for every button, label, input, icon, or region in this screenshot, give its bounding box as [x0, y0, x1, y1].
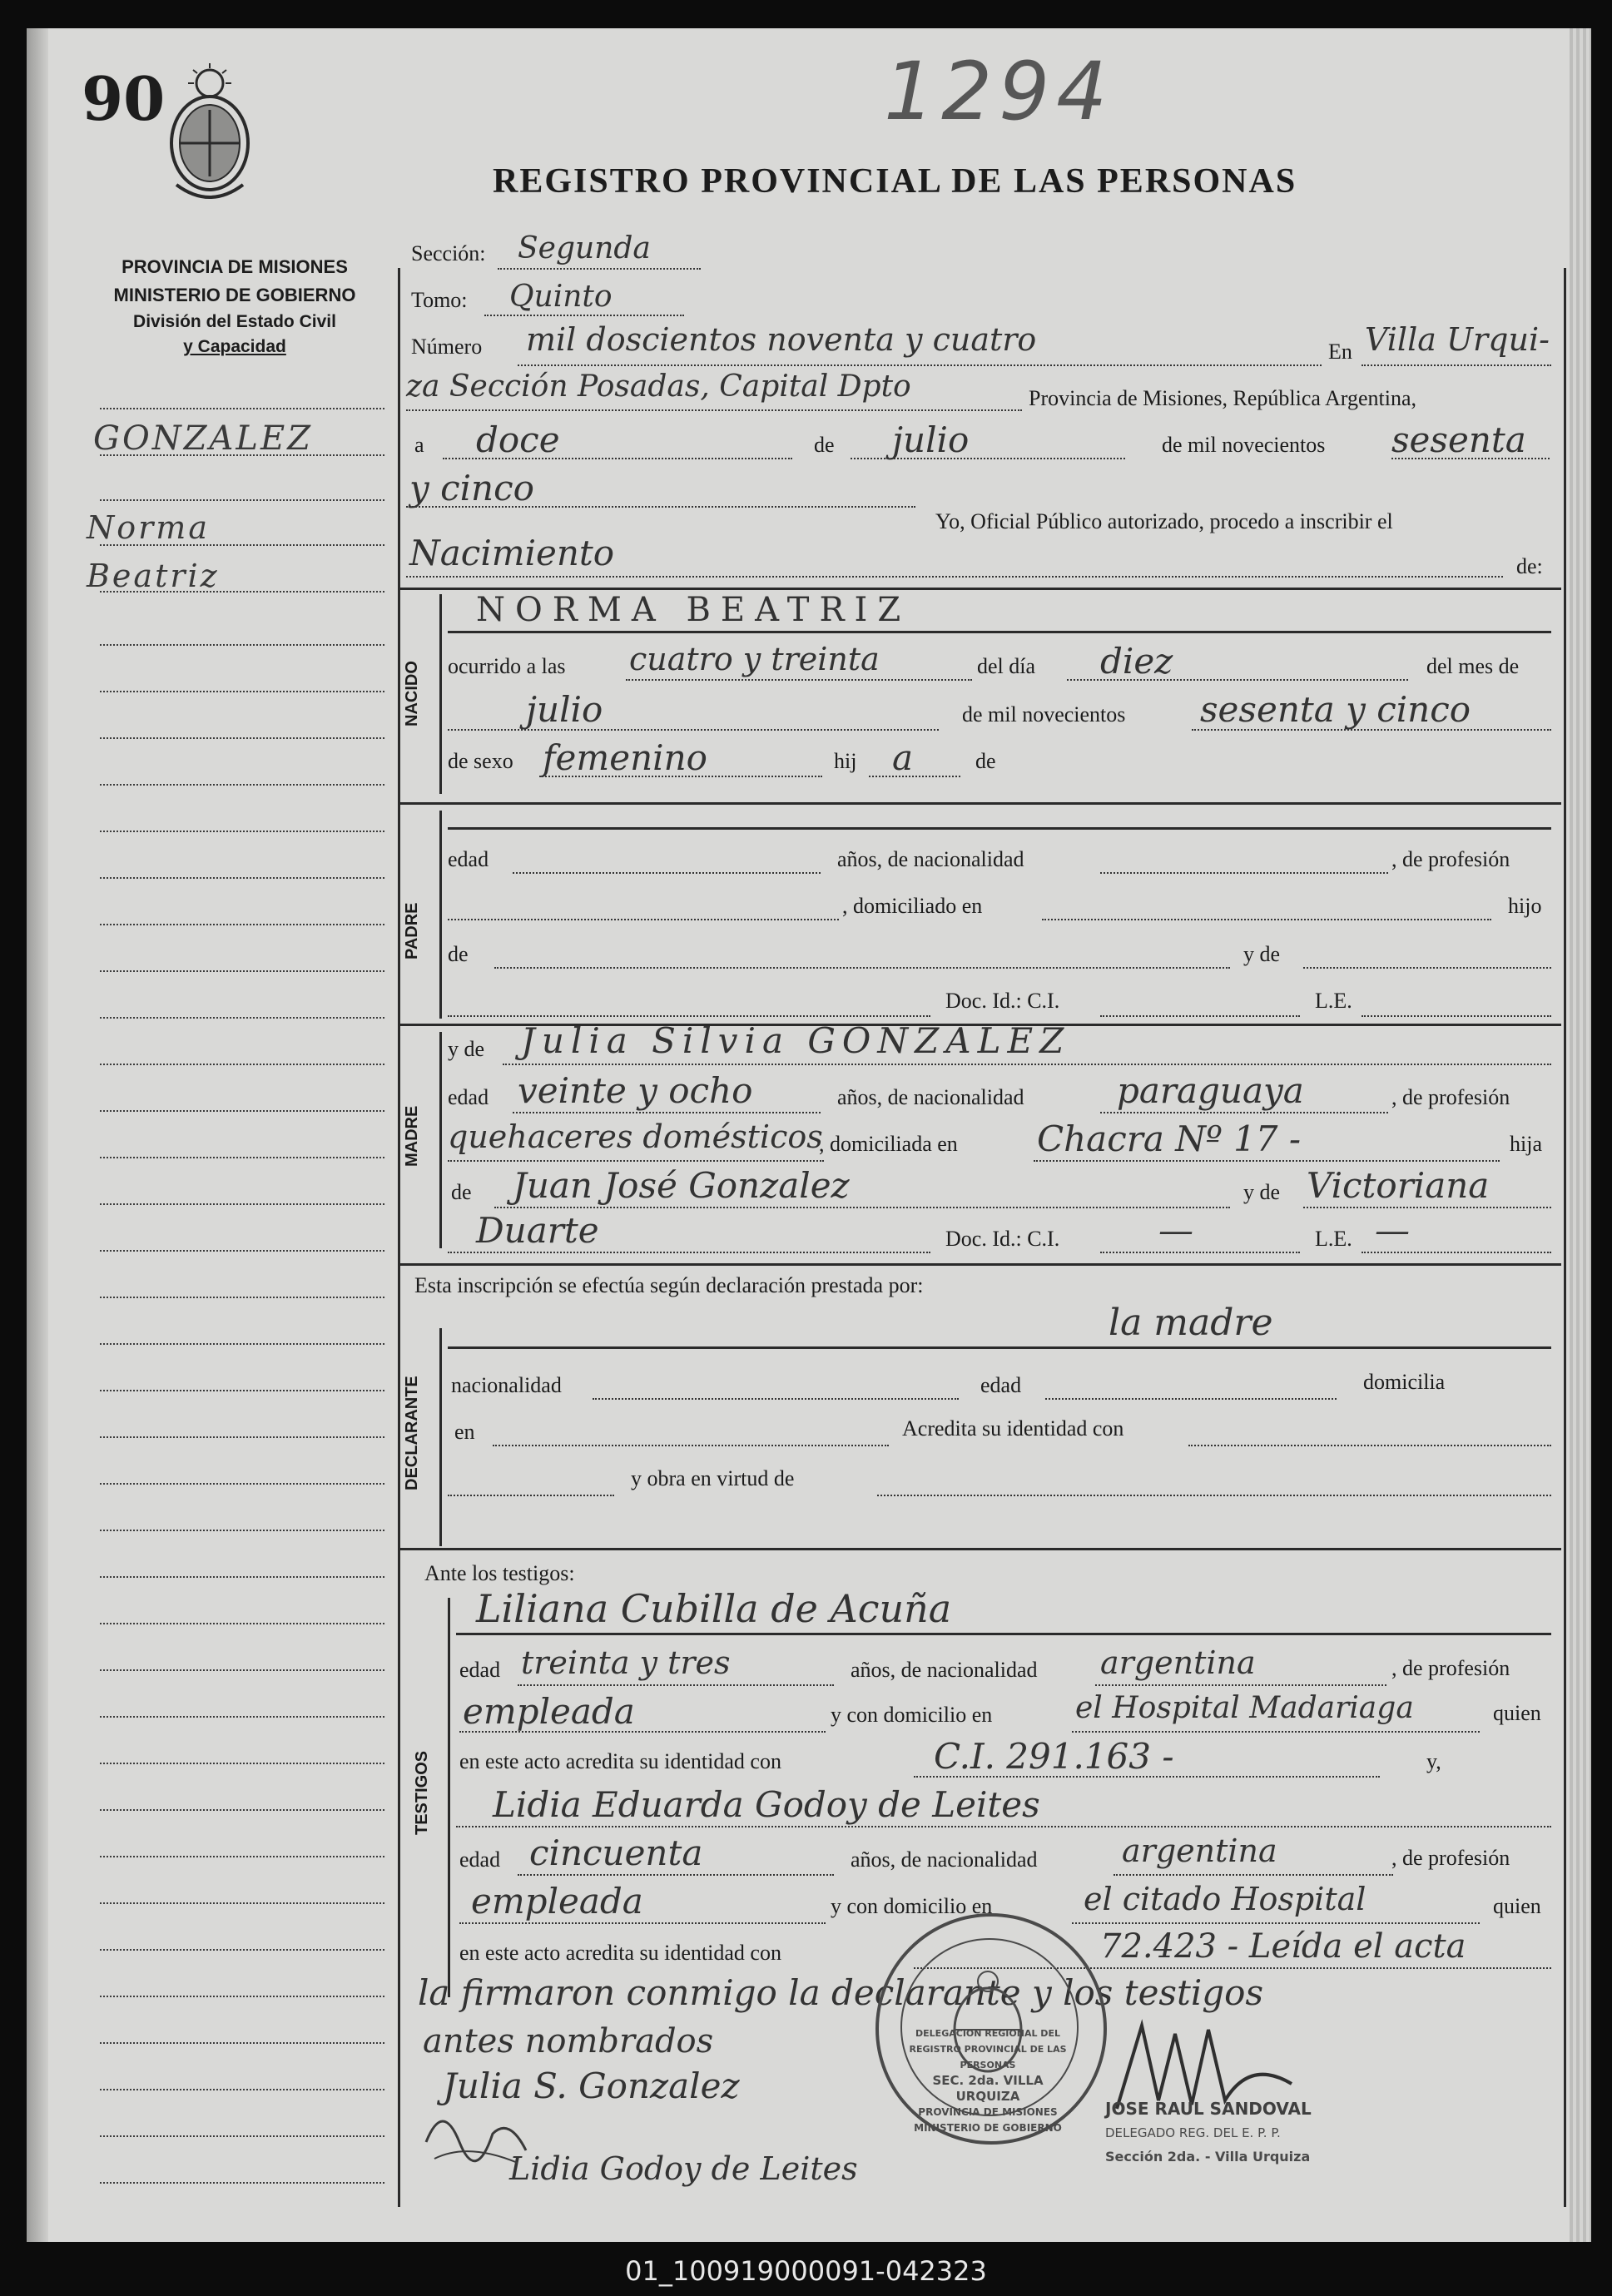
t1-name-line: [456, 1633, 1551, 1635]
margin-line: [100, 1530, 384, 1531]
section-divider: [398, 588, 1561, 590]
place-value: za Sección Posadas, Capital Dpto: [406, 369, 911, 404]
padre-de-label: de: [448, 942, 469, 966]
officer-section: Sección 2da. - Villa Urquiza: [1105, 2149, 1311, 2165]
margin-line: [100, 2182, 384, 2184]
madre-madre-line: [1303, 1207, 1551, 1208]
margin-given-name-1: Norma: [87, 509, 210, 546]
padre-y-de-label: y de: [1243, 942, 1281, 966]
org-capacity: y Capacidad: [183, 337, 286, 356]
seccion-line: [498, 268, 701, 270]
madre-de-label: de: [451, 1180, 472, 1204]
madre-doc-value: —: [1158, 1210, 1193, 1251]
t1-edad-value: treinta y tres: [521, 1644, 731, 1681]
margin-line: [100, 691, 384, 692]
padre-profesion-label: , de profesión: [1391, 847, 1510, 871]
t2-name-value: Lidia Eduarda Godoy de Leites: [493, 1784, 1040, 1825]
margin-line: [100, 1203, 384, 1205]
t2-edad-label: edad: [459, 1847, 501, 1872]
padre-doc-line: [1100, 1015, 1300, 1017]
hour-line: [626, 679, 972, 681]
madre-madre-line-2: [448, 1252, 930, 1253]
t2-name-line: [456, 1826, 1551, 1827]
t1-edad-line: [518, 1684, 834, 1686]
t2-anos-label: años, de nacionalidad: [851, 1847, 1038, 1872]
padre-doc-label: Doc. Id.: C.I.: [945, 989, 1060, 1013]
margin-line: [100, 1716, 384, 1718]
madre-madre-value-2: Duarte: [476, 1210, 599, 1251]
padre-le-label: L.E.: [1315, 989, 1352, 1013]
t1-prof-label: , de profesión: [1391, 1656, 1510, 1680]
testigos-intro: Ante los testigos:: [424, 1561, 575, 1585]
act-line: [406, 576, 1503, 578]
t1-dom-value: el Hospital Madariaga: [1075, 1691, 1414, 1725]
t1-id-value: C.I. 291.163 -: [934, 1736, 1174, 1777]
document-page: [27, 28, 1591, 2242]
nacido-bracket: [439, 594, 442, 794]
name-line: [448, 631, 1551, 633]
tomo-line: [484, 315, 684, 316]
madre-domiciliada-label: , domiciliada en: [819, 1132, 958, 1156]
mes-line: [448, 729, 939, 731]
margin-line: [100, 1902, 384, 1904]
madre-anos-label: años, de nacionalidad: [837, 1085, 1024, 1109]
declarante-bracket: [439, 1328, 442, 1546]
margin-line: [100, 644, 384, 646]
officer-title: DELEGADO REG. DEL E. P. P.: [1105, 2125, 1281, 2140]
mil-text: de mil novecientos: [1162, 433, 1326, 457]
margin-line: [100, 408, 384, 409]
margin-line: [100, 1809, 384, 1811]
declarante-acredita-line: [1188, 1445, 1551, 1446]
t1-nac-line: [1095, 1684, 1386, 1686]
margin-line: [100, 499, 384, 501]
declarante-value: la madre: [1109, 1302, 1273, 1344]
margin-line: [100, 1436, 384, 1438]
declarante-obra-pre-line: [448, 1495, 614, 1496]
declarante-en-label: en: [454, 1420, 475, 1444]
madre-y-de-label-2: y de: [1243, 1180, 1281, 1204]
madre-padre-line: [494, 1207, 1230, 1208]
signature-mother: Julia S. Gonzalez: [443, 2065, 740, 2106]
margin-line: [100, 2089, 384, 2090]
madre-hija-label: hija: [1510, 1132, 1542, 1156]
margin-line: [100, 1856, 384, 1857]
t1-anos-label: años, de nacionalidad: [851, 1658, 1038, 1682]
t2-dom-label: y con domicilio en: [831, 1894, 993, 1918]
declarante-obra-label: y obra en virtud de: [631, 1466, 795, 1490]
t1-name-value: Liliana Cubilla de Acuña: [476, 1586, 952, 1631]
del-mes-label: del mes de: [1426, 654, 1520, 678]
en-line: [1362, 364, 1551, 366]
t2-nac-line: [1114, 1874, 1393, 1876]
margin-line: [100, 1483, 384, 1485]
margin-line: [100, 970, 384, 972]
madre-doc-line: [1100, 1252, 1300, 1253]
t2-prof-line: [459, 1922, 826, 1924]
month-value: julio: [892, 419, 970, 460]
hij-value: a: [892, 737, 914, 778]
nacido-de-label: de: [975, 749, 996, 773]
tomo-label: Tomo:: [411, 288, 468, 312]
t2-prof-value: empleada: [471, 1881, 643, 1922]
seccion-value: Segunda: [518, 231, 651, 265]
t1-acredita-label: en este acto acredita su identidad con: [459, 1749, 781, 1773]
section-divider: [398, 802, 1561, 805]
numero-value: mil doscientos noventa y cuatro: [526, 321, 1037, 358]
sexo-label: de sexo: [448, 749, 513, 773]
en-value: Villa Urqui-: [1365, 321, 1550, 358]
declarante-nac-line: [593, 1398, 959, 1400]
padre-anos-label: años, de nacionalidad: [837, 847, 1024, 871]
place-line: [406, 409, 1022, 411]
margin-line: [100, 1343, 384, 1345]
madre-dom-value: Chacra Nº 17 -: [1037, 1118, 1302, 1159]
t2-id-value: 72.423 - Leída el acta: [1100, 1927, 1466, 1966]
nacido-year-value: sesenta y cinco: [1200, 689, 1471, 730]
stamp-text-4: MINISTERIO DE GOBIERNO: [914, 2122, 1062, 2134]
t1-dom-line: [1072, 1731, 1480, 1733]
stamp-text-1: DELEGACION REGIONAL DEL REGISTRO PROVINCIAL DE LAS PERSONAS: [909, 2028, 1067, 2070]
madre-label: MADRE: [403, 1105, 421, 1167]
oficial-text: Yo, Oficial Público autorizado, procedo a inscribir el: [935, 509, 1393, 533]
margin-line: [100, 924, 384, 925]
year-value-1: sesenta: [1391, 419, 1526, 460]
margin-line: [100, 1017, 384, 1019]
signature-witness-1-icon: [418, 2092, 534, 2175]
margin-line: [100, 1064, 384, 1065]
de-label: de: [814, 433, 835, 457]
del-dia-label: del día: [977, 654, 1036, 678]
madre-nac-value: paraguaya: [1117, 1070, 1304, 1111]
margin-line: [100, 1297, 384, 1298]
madre-prof-line: [448, 1160, 824, 1162]
org-division: División del Estado Civil: [133, 312, 336, 331]
margin-line: [100, 737, 384, 739]
signature-witness: Lidia Godoy de Leites: [509, 2150, 858, 2187]
t1-prof-value: empleada: [463, 1691, 635, 1732]
t2-nac-value: argentina: [1122, 1832, 1277, 1869]
madre-prof-value: quehaceres domésticos: [448, 1118, 823, 1155]
stamp-text: [909, 2026, 1067, 2136]
margin-surname: GONZALEZ: [93, 419, 313, 458]
de-colon: de:: [1516, 554, 1543, 578]
t1-quien: quien: [1493, 1701, 1541, 1725]
t1-y: y,: [1426, 1749, 1441, 1773]
margin-line: [100, 1669, 384, 1671]
a-label: a: [414, 433, 424, 457]
padre-doc-pre-line: [448, 1015, 930, 1017]
margin-line: [100, 1623, 384, 1624]
madre-bracket: [439, 1032, 442, 1248]
declarante-label: DECLARANTE: [403, 1376, 421, 1490]
declarante-nac-label: nacionalidad: [451, 1373, 562, 1397]
tomo-value: Quinto: [509, 280, 613, 314]
declarante-intro: Esta inscripción se efectúa según declaración prestada por:: [414, 1273, 924, 1297]
madre-madre-value-1: Victoriana: [1307, 1165, 1490, 1206]
t2-dom-value: el citado Hospital: [1084, 1881, 1366, 1917]
margin-line: [100, 1250, 384, 1252]
numero-line: [518, 364, 1322, 366]
margin-line: [100, 2135, 384, 2137]
closing-text-2: antes nombrados: [423, 2022, 714, 2060]
madre-doc-label: Doc. Id.: C.I.: [945, 1227, 1060, 1251]
hij-label: hij: [834, 749, 857, 773]
madre-name-value: Julia Silvia GONZALEZ: [521, 1020, 1071, 1061]
en-label: En: [1328, 340, 1352, 364]
margin-line: [100, 1949, 384, 1951]
margin-line: [100, 877, 384, 879]
section-divider: [398, 1263, 1561, 1266]
declarante-domicilia-label: domicilia: [1363, 1370, 1446, 1394]
padre-dom-line: [1042, 919, 1491, 920]
madre-profesion-label: , de profesión: [1391, 1085, 1510, 1109]
madre-edad-label: edad: [448, 1085, 489, 1109]
padre-y-de-line: [1303, 967, 1551, 969]
testigos-bracket: [448, 1598, 450, 1997]
dia-value: diez: [1100, 641, 1173, 682]
stamp-text-2: SEC. 2da. VILLA URQUIZA: [932, 2073, 1044, 2104]
t2-edad-line: [518, 1874, 834, 1876]
madre-edad-value: veinte y ocho: [518, 1070, 753, 1111]
page-title: REGISTRO PROVINCIAL DE LAS PERSONAS: [493, 162, 1297, 201]
margin-given-name-2: Beatriz: [87, 558, 220, 594]
image-caption: 01_100919000091-042323: [625, 2255, 987, 2287]
binding-edge: [27, 28, 48, 2242]
padre-name-line: [448, 827, 1551, 830]
declarante-edad-label: edad: [980, 1373, 1022, 1397]
t1-edad-label: edad: [459, 1658, 501, 1682]
declarante-obra-line: [877, 1495, 1551, 1496]
madre-le-line: [1362, 1252, 1551, 1253]
padre-label: PADRE: [403, 902, 421, 960]
t2-edad-value: cincuenta: [529, 1832, 703, 1873]
ocurrido-label: ocurrido a las: [448, 654, 566, 678]
mes-value: julio: [526, 689, 603, 730]
padre-prof-line: [448, 919, 839, 920]
margin-line: [100, 1110, 384, 1112]
margin-line: [100, 831, 384, 832]
padre-de-line: [494, 967, 1230, 969]
closing-text-1: la firmaron conmigo la declarante y los testigos: [418, 1972, 1264, 2013]
madre-padre-value: Juan José Gonzalez: [513, 1165, 850, 1206]
madre-name-line: [503, 1064, 1551, 1065]
padre-domiciliado-label: , domiciliado en: [842, 894, 983, 918]
padre-edad-line: [513, 872, 821, 874]
madre-le-label: L.E.: [1315, 1227, 1352, 1251]
madre-nac-line: [1100, 1112, 1388, 1113]
testigos-label: TESTIGOS: [413, 1750, 431, 1835]
margin-line: [100, 784, 384, 786]
page-number: 90: [82, 63, 166, 134]
padre-edad-label: edad: [448, 847, 489, 871]
nacido-label: NACIDO: [403, 661, 421, 727]
issuing-organization: [85, 253, 384, 360]
madre-le-value: —: [1375, 1210, 1410, 1251]
t2-prof-label: , de profesión: [1391, 1846, 1510, 1870]
t1-nac-value: argentina: [1100, 1644, 1256, 1681]
hij-line: [869, 776, 960, 777]
page-edge: [1570, 28, 1591, 2242]
org-province: PROVINCIA DE MISIONES: [122, 256, 348, 277]
margin-line: [100, 1157, 384, 1158]
sexo-value: femenino: [543, 737, 707, 778]
margin-line: [100, 1763, 384, 1764]
padre-le-line: [1362, 1015, 1551, 1017]
registry-number: 1294: [884, 45, 1114, 138]
t2-dom-line: [1072, 1922, 1480, 1924]
madre-y-de-label: y de: [448, 1037, 485, 1061]
day-value: doce: [476, 419, 560, 460]
padre-nac-line: [1100, 872, 1388, 874]
provincia-text: Provincia de Misiones, República Argentina,: [1029, 386, 1416, 410]
margin-line: [100, 1576, 384, 1578]
margin-line: [100, 1996, 384, 1997]
stamp-text-3: PROVINCIA DE MISIONES: [918, 2106, 1058, 2118]
nacido-mil-text: de mil novecientos: [962, 702, 1126, 726]
act-value: Nacimiento: [409, 533, 615, 573]
t2-acredita-label: en este acto acredita su identidad con: [459, 1941, 781, 1965]
numero-label: Número: [411, 335, 483, 359]
coat-of-arms-icon: [160, 60, 260, 210]
seccion-label: Sección:: [411, 241, 486, 265]
madre-dom-line: [1034, 1160, 1500, 1162]
t1-dom-label: y con domicilio en: [831, 1703, 993, 1727]
declarante-en-line: [493, 1445, 889, 1446]
section-divider: [398, 1548, 1561, 1550]
declarante-acredita-label: Acredita su identidad con: [902, 1416, 1124, 1441]
officer-name: JOSE RAUL SANDOVAL: [1105, 2099, 1312, 2119]
margin-line: [100, 1390, 384, 1391]
declarante-name-line: [448, 1346, 1551, 1349]
org-ministry: MINISTERIO DE GOBIERNO: [113, 285, 356, 305]
padre-hijo-label: hijo: [1508, 894, 1542, 918]
child-name-value: NORMA BEATRIZ: [476, 591, 911, 629]
declarante-edad-line: [1045, 1398, 1337, 1400]
padre-bracket: [439, 811, 442, 1019]
t2-quien: quien: [1493, 1894, 1541, 1918]
madre-edad-line: [513, 1112, 821, 1113]
hour-value: cuatro y treinta: [629, 641, 880, 677]
margin-line: [100, 2042, 384, 2044]
year-value-2: y cinco: [409, 468, 534, 508]
